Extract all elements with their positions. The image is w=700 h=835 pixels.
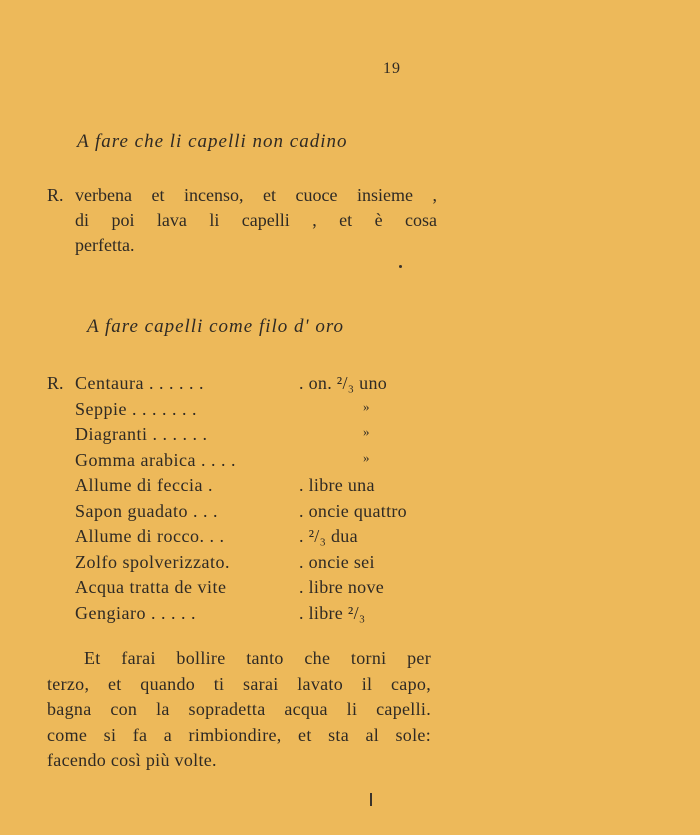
ingredient-row [75, 450, 445, 476]
ingredient-name: Centaura . . . . . . [75, 373, 204, 393]
ingredient-quantity: . ²/₃ dua [299, 526, 358, 546]
ingredient-row [75, 373, 445, 399]
ingredient-row [75, 399, 445, 425]
paragraph-line: Et farai bollire tanto che torni per [84, 648, 431, 668]
recipe-line: di poi lava li capelli , et è cosa [75, 210, 437, 230]
recipe-hair-loss [47, 183, 437, 258]
ingredient-quantity: . libre nove [299, 577, 385, 597]
ingredient-name: Allume di rocco. . . [75, 526, 225, 546]
recipe-line: verbena et incenso, et cuoce insieme , [75, 185, 437, 205]
ingredient-name: Seppie . . . . . . . [75, 398, 197, 419]
page-number: 19 [383, 60, 401, 77]
ingredient-list [75, 373, 445, 628]
ingredient-quantity: . oncie quattro [299, 500, 407, 521]
paragraph-line: facendo così più volte. [47, 750, 217, 770]
ingredient-row [75, 526, 445, 552]
ingredient-row [75, 424, 445, 450]
ingredient-name: Allume di feccia . [75, 475, 213, 495]
ingredient-quantity: . libre una [299, 475, 375, 495]
ingredient-row [75, 577, 445, 603]
recipe-title-hair-loss: A fare che li capelli non cadino [77, 131, 348, 152]
ingredient-quantity: . on. ²/₃ uno [299, 373, 388, 393]
ingredient-name: Gomma arabica . . . . [75, 449, 236, 470]
recipe-title-golden-hair: A fare capelli come filo d' oro [87, 316, 345, 337]
signature-mark [370, 793, 372, 806]
paragraph-line: bagna con la sopradetta acqua li capelli. [47, 699, 431, 719]
ingredient-row [75, 603, 445, 629]
recipe-line: perfetta. [75, 235, 135, 255]
ingredient-row [75, 501, 445, 527]
ingredient-name: Acqua tratta de vite [75, 577, 227, 597]
ingredient-name: Gengiaro . . . . . [75, 602, 196, 623]
ink-speck [399, 265, 402, 268]
paragraph-line: come si fa a rimbiondire, et sta al sole: [47, 724, 431, 745]
ingredient-row [75, 475, 445, 501]
ingredient-quantity: . libre ²/₃ [299, 602, 366, 623]
ingredient-quantity: . oncie sei [299, 551, 375, 572]
recipe-mark: R. [47, 185, 64, 205]
ingredient-quantity: » [363, 449, 370, 465]
ingredient-name: Zolfo spolverizzato. [75, 551, 230, 572]
ingredient-name: Sapon guadato . . . [75, 500, 218, 521]
paragraph-line: terzo, et quando ti sarai lavato il capo, [47, 673, 431, 694]
recipe-instructions [47, 646, 431, 774]
ingredient-row [75, 552, 445, 578]
ingredient-name: Diagranti . . . . . . [75, 424, 208, 444]
recipe-mark: R. [47, 373, 64, 393]
ingredient-quantity: » [363, 424, 370, 439]
ingredient-quantity: » [363, 398, 370, 414]
